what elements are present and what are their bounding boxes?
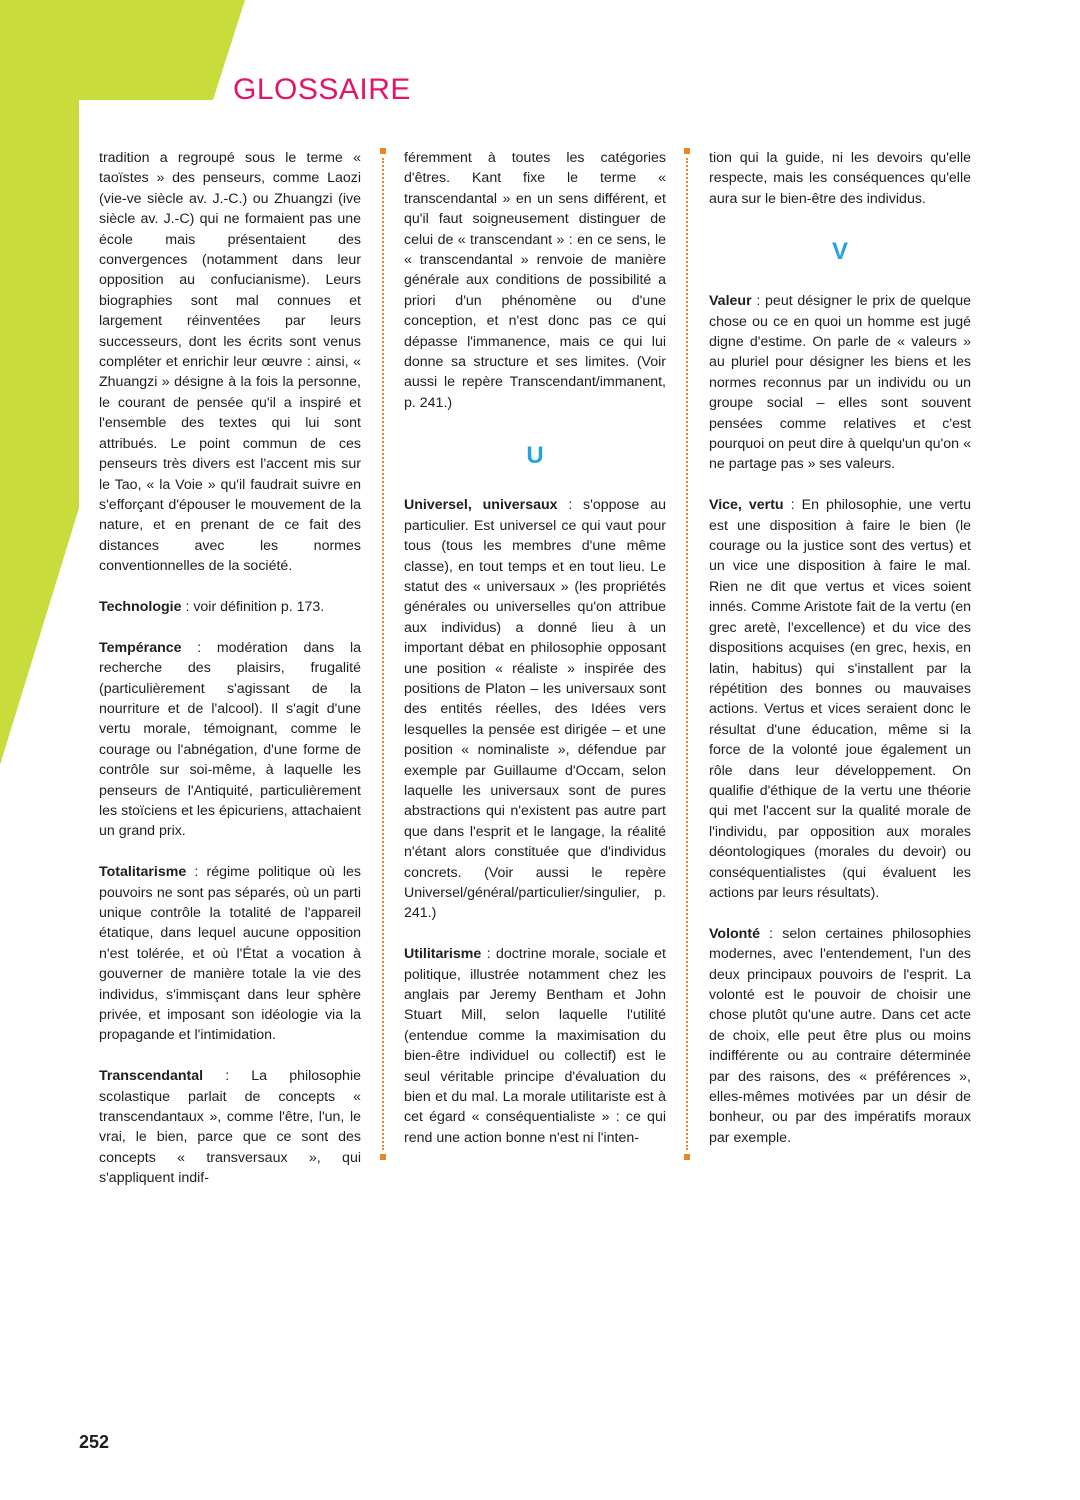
glossary-column-2 <box>404 148 666 1169</box>
entry-text: : peut désigner le prix de quelque chose ou ce en quoi un homme est jugé digne d'estime. On parle de « valeurs » au pluriel pour désigner les biens et les normes reconnus par un individu ou un groupe social – elles sont souvent pensées comme relatives et c'est pourquoi on peut dire à quelqu'un qu'on « ne partage pas » ses valeurs. <box>709 293 971 473</box>
entry-text: : voir définition p. 173. <box>181 598 325 615</box>
separator-dotted-line <box>686 158 688 1150</box>
glossary-entry-continued <box>404 148 666 413</box>
glossary-entry-totalitarisme <box>99 862 361 1046</box>
page-title: GLOSSAIRE <box>233 73 411 106</box>
entry-term: Totalitarisme <box>99 864 187 881</box>
separator-bottom-square <box>684 1154 690 1160</box>
entry-term: Utilitarisme <box>404 946 482 963</box>
entry-text: : modération dans la recherche des plaisirs, frugalité (particulièrement s'agissant de la nourriture et de l'alcool). Il s'agit d'une vertu morale, témoignant, comme le courage ou l'abnégation, d'une forme de contrôle sur soi-même, à laquelle les penseurs de l'Antiquité, particulièrement les stoïciens et les épicuriens, attachaient un grand prix. <box>99 639 361 840</box>
entry-text: : selon certaines philosophies modernes, avec l'entendement, l'un des deux principaux pouvoirs de l'esprit. La volonté est le pouvoir de choisir une chose plutôt qu'une autre. Dans cet acte de choix, elle peut être plus ou moins indifférente ou au contraire déterminée par des raisons, des « préférences », elles-mêmes motivées par un désir de bonheur, ou par des impératifs moraux par exemple. <box>709 925 971 1146</box>
entry-term: Tempérance <box>99 639 182 656</box>
page-number: 252 <box>79 1432 110 1452</box>
entry-text: : régime politique où les pouvoirs ne sont pas séparés, où un parti unique contrôle la totalité de l'appareil étatique, dans lequel aucune opposition n'est tolérée, et où l'État a vocation à gouverner de manière totale la vie des individus, s'immisçant dans leur sphère privée, et imposant son idéologie via la propagande et l'intimidation. <box>99 864 361 1044</box>
section-letter-u: U <box>526 442 544 470</box>
glossary-entry-valeur <box>709 291 971 475</box>
column-separator-1 <box>380 148 386 1160</box>
glossary-entry-continued <box>99 148 361 577</box>
glossary-entry-temperance <box>99 638 361 842</box>
entry-text: : La philosophie scolastique parlait de concepts « transcendantaux », comme l'être, l'un, le vrai, le bien, parce que ce sont des concepts « transversaux », qui s'appliquent indif- <box>99 1068 361 1187</box>
separator-dotted-line <box>382 158 384 1150</box>
entry-term: Vice, vertu <box>709 497 784 514</box>
glossary-column-3 <box>709 148 971 1169</box>
glossary-entry-continued <box>709 148 971 209</box>
entry-text: tion qui la guide, ni les devoirs qu'elle respecte, mais les conséquences qu'elle aura sur le bien-être des individus. <box>709 150 971 207</box>
separator-top-square <box>380 148 386 154</box>
separator-bottom-square <box>380 1154 386 1160</box>
section-letter-v: V <box>831 238 848 266</box>
entry-term: Valeur <box>709 293 752 310</box>
column-separator-2 <box>684 148 690 1160</box>
entry-text: : s'oppose au particulier. Est universel ce qui vaut pour tous (tous les membres d'une même classe), en tout temps et en tout lieu. Le statut des « universaux » (les propriétés générales ou universelles qu'on attribue aux individus) a donné lieu à un important débat en philosophie opposant une position « réaliste » inspirée des positions de Platon – les universaux sont des entités réelles, des Idées vers lesquelles la pensée est dirigée – et une position « nominaliste », défendue par exemple par Guillaume d'Occam, selon laquelle les universaux sont de pures abstractions qui n'existent pas autre part que dans l'esprit et le langage, la réalité n'étant alors constituée que d'individus concrets. (Voir aussi le repère Universel/général/particulier/singulier, p. 241.) <box>404 497 666 922</box>
entry-term: Transcendantal <box>99 1068 204 1085</box>
glossary-entry-technologie <box>99 597 361 617</box>
separator-top-square <box>684 148 690 154</box>
entry-text: : En philosophie, une vertu est une disposition à faire le bien (le courage ou la justice sont des vertus) et un vice une disposition à faire le mal. Rien ne dit que vertus et vices soient innés. Comme Aristote fait de la vertu (en grec aretè, l'excellence) et du vice des dispositions acquises (en grec, hexis, en latin, habitus) qui s'installent par la répétition des bonnes ou mauvaises actions. Vertus et vices seraient donc le résultat d'une éducation, même si la force de la volonté joue également un rôle dans leur développement. On qualifie d'éthique de la vertu une théorie qui met l'accent sur la qualité morale de l'individu, par opposition aux morales déontologiques (morales du devoir) ou conséquentialistes (qui évaluent les actions par leurs résultats). <box>709 497 971 901</box>
glossary-entry-volonte <box>709 924 971 1148</box>
entry-term: Universel, universaux <box>404 497 558 514</box>
entry-text: féremment à toutes les catégories d'êtres. Kant fixe le terme « transcendantal » en un sens différent, et qu'il faut soigneusement distinguer de celui de « transcendant » : en ce sens, le « transcendantal » renvoie de manière générale aux conditions de possibilité a priori d'un phénomène ou d'une conception, et n'est donc pas ce qui dépasse l'immanence, mais ce qui lui donne sa structure et ses limites. (Voir aussi le repère Transcendant/immanent, p. 241.) <box>404 150 666 411</box>
glossary-entry-utilitarisme <box>404 944 666 1148</box>
glossary-column-1 <box>99 148 361 1209</box>
glossary-entry-universel <box>404 495 666 924</box>
entry-text: tradition a regroupé sous le terme « taoïstes » des penseurs, comme Laozi (vie-ve siècle av. J.-C.) ou Zhuangzi (ive siècle av. J.-C) qui ne formaient pas une école mais présentaient des convergences (notamment dans leur opposition au confucianisme). Leurs biographies sont mal connues et largement réinventées par leurs successeurs, dont les écrits sont venus compléter et enrichir leur œuvre : ainsi, « Zhuangzi » désigne à la fois la personne, le courant de pensée qu'il a inspiré et l'ensemble des textes qui lui sont attribués. Le point commun de ces penseurs très divers est l'accent mis sur le Tao, « la Voie » qu'il faudrait suivre en s'efforçant d'épouser le mouvement de la nature, et en prenant de ce fait des distances avec les normes conventionnelles de la société. <box>99 150 361 575</box>
entry-term: Technologie <box>99 598 182 615</box>
entry-term: Volonté <box>709 925 760 942</box>
entry-text: : doctrine morale, sociale et politique, illustrée notamment chez les anglais par Jeremy Bentham et John Stuart Mill, selon laquelle l'utilité (entendue comme la maximisation du bien-être individuel ou collectif) est le seul véritable principe d'évaluation du bien et du mal. La morale utilitariste est à cet égard « conséquentialiste » : ce qui rend une action bonne n'est ni l'inten- <box>404 946 666 1146</box>
glossary-entry-vice-vertu <box>709 495 971 903</box>
glossary-entry-transcendantal <box>99 1066 361 1188</box>
